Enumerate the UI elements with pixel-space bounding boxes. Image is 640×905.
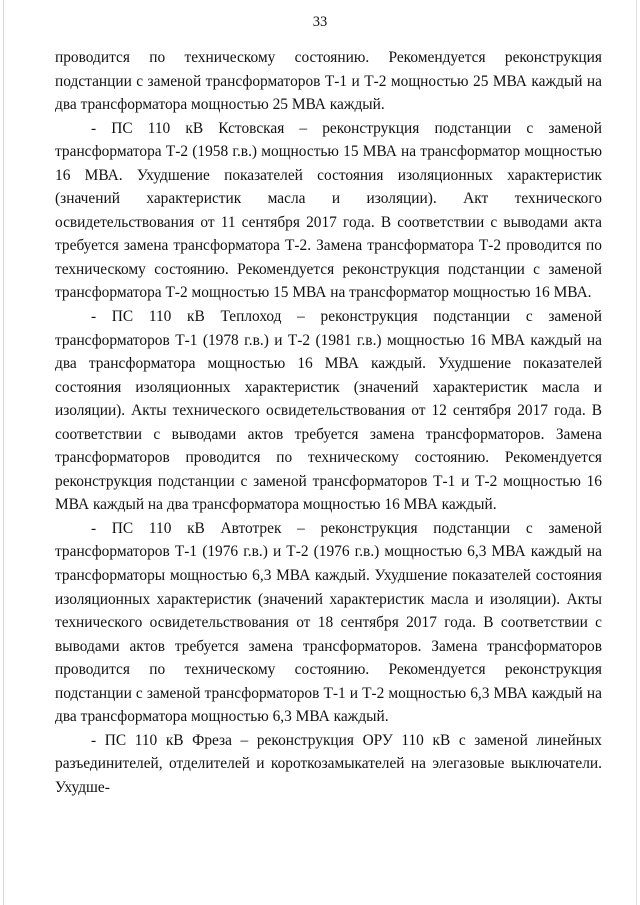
- scan-edge-right: [636, 0, 637, 905]
- paragraph-ps-avtotrek: - ПС 110 кВ Автотрек – реконструкция подстанции с заменой трансформаторов Т-1 (1976 г.в.) и Т-2 (1976 г.в.) мощностью 6,3 МВА каждый на трансформаторы мощностью 6,3 МВА каждый. Ухудшение показателей состояния изоляционных характеристик (значений характеристик масла и изоляции). Акты технического освидетельствования от 18 сентября 2017 года. В соответствии с выводами актов требуется замена трансформаторов. Замена трансформаторов проводится по техническому состоянию. Рекомендуется реконструкция подстанции с заменой трансформаторов Т-1 и Т-2 мощностью 6,3 МВА каждый на два трансформатора мощностью 6,3 МВА каждый.: [55, 519, 602, 726]
- page-number: 33: [312, 14, 328, 30]
- paragraph-ps-kstovskaya: - ПС 110 кВ Кстовская – реконструкция подстанции с заменой трансформатора Т-2 (1958 г.в.) мощностью 15 МВА на трансформатор мощностью 16 МВА. Ухудшение показателей состояния изоляционных характеристик (значений характеристик масла и изоляции). Акт технического освидетельствования от 11 сентября 2017 года. В соответствии с выводами акта требуется замена трансформатора Т-2. Замена трансформатора Т-2 проводится по техническому состоянию. Рекомендуется реконструкция подстанции с заменой трансформатора Т-2 мощностью 15 МВА на трансформатор мощностью 16 МВА.: [55, 119, 602, 302]
- paragraph-ps-teplokhod: - ПС 110 кВ Теплоход – реконструкция подстанции с заменой трансформаторов Т-1 (1978 г.в.) и Т-2 (1981 г.в.) мощностью 16 МВА каждый на два трансформатора мощностью 16 МВА каждый. Ухудшение показателей состояния изоляционных характеристик (значений характеристик масла и изоляции). Акты технического освидетельствования от 12 сентября 2017 года. В соответствии с выводами актов требуется замена трансформаторов. Замена трансформаторов проводится по техническому состоянию. Рекомендуется реконструкция подстанции с заменой трансформаторов Т-1 и Т-2 мощностью 16 МВА каждый на два трансформатора мощностью 16 МВА каждый.: [55, 308, 602, 514]
- scan-edge-left: [3, 0, 4, 905]
- paragraph-ps-freza: - ПС 110 кВ Фреза – реконструкция ОРУ 110 кВ с заменой линейных разъединителей, отделителей и короткозамыкателей на элегазовые выключатели. Ухудше-: [55, 731, 602, 796]
- body-text: [55, 46, 602, 800]
- paragraph-continuation: проводится по техническому состоянию. Рекомендуется реконструкция подстанции с заменой трансформаторов Т-1 и Т-2 мощностью 25 МВА каждый на два трансформатора мощностью 25 МВА каждый.: [55, 49, 602, 114]
